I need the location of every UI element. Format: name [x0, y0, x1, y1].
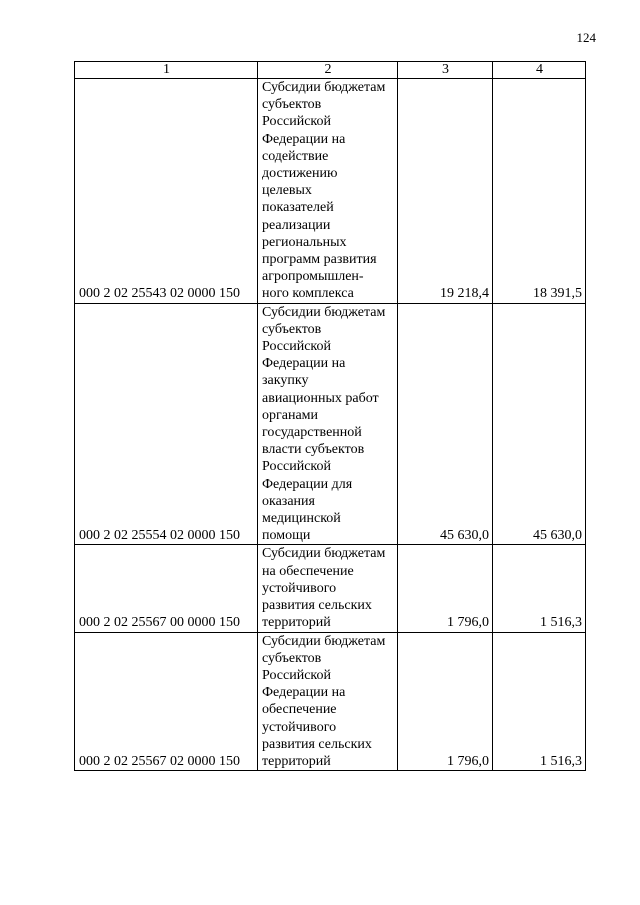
- amount-col3-cell: 1 796,0: [398, 545, 493, 632]
- budget-code-cell: 000 2 02 25567 02 0000 150: [75, 632, 258, 771]
- budget-code-cell: 000 2 02 25554 02 0000 150: [75, 303, 258, 545]
- table-row: [75, 303, 586, 545]
- description-cell: Субсидии бюджетам субъектов Российской Федерации на содействие достижению целевых показателей реализации региональных программ развития агропромышлен- ного комплекса: [258, 79, 398, 304]
- description-cell: Субсидии бюджетам субъектов Российской Федерации на обеспечение устойчивого развития сельских территорий: [258, 632, 398, 771]
- column-header-1: 1: [75, 62, 258, 79]
- amount-col4-cell: 45 630,0: [493, 303, 586, 545]
- description-cell: Субсидии бюджетам субъектов Российской Федерации на закупку авиационных работ органами государственной власти субъектов Российской Федерации для оказания медицинской помощи: [258, 303, 398, 545]
- table-row: [75, 545, 586, 632]
- column-header-2: 2: [258, 62, 398, 79]
- amount-col4-cell: 1 516,3: [493, 632, 586, 771]
- amount-col4-cell: 18 391,5: [493, 79, 586, 304]
- description-cell: Субсидии бюджетам на обеспечение устойчивого развития сельских территорий: [258, 545, 398, 632]
- header-row: [75, 62, 586, 79]
- column-header-3: 3: [398, 62, 493, 79]
- amount-col3-cell: 19 218,4: [398, 79, 493, 304]
- budget-code-cell: 000 2 02 25543 02 0000 150: [75, 79, 258, 304]
- table-row: [75, 79, 586, 304]
- amount-col3-cell: 45 630,0: [398, 303, 493, 545]
- budget-code-cell: 000 2 02 25567 00 0000 150: [75, 545, 258, 632]
- budget-table: [74, 61, 586, 771]
- amount-col3-cell: 1 796,0: [398, 632, 493, 771]
- column-header-4: 4: [493, 62, 586, 79]
- page-number: 124: [576, 30, 596, 45]
- table-row: [75, 632, 586, 771]
- amount-col4-cell: 1 516,3: [493, 545, 586, 632]
